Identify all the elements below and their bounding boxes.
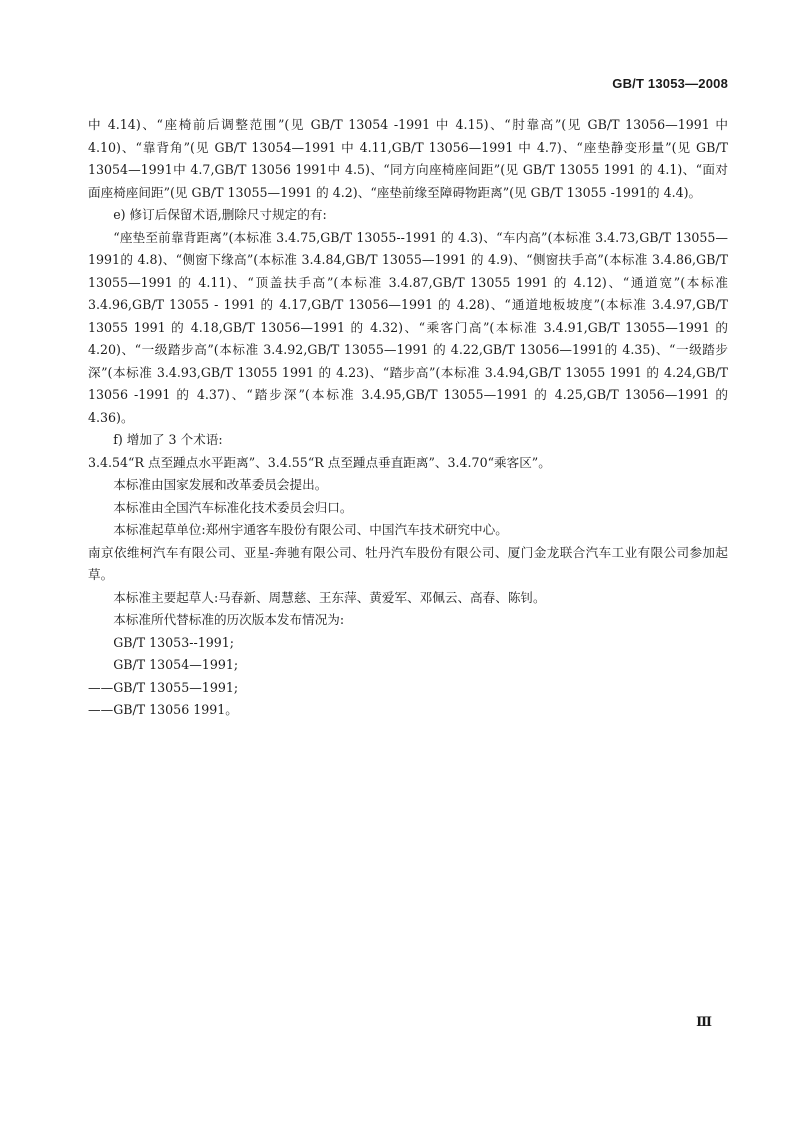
paragraph: “座垫至前靠背距离”(本标准 3.4.75,GB/T 13055--1991 的 4.3)、“车内高”(本标准 3.4.73,GB/T 13055—1991的 4.8)、“侧窗下缘高”(本标准 3.4.84,GB/T 13055—1991 的 4.9)、“侧窗扶手高”(本标准 3.4.86,GB/T 13055—1991 的 4.11)、“顶盖扶手高”(本标准 3.4.87,GB/T 13055 1991 的 4.12)、“通道宽”(本标准 3.4.96,GB/T 13055 - 1991 的 4.17,GB/T 13056—1991 的 4.28)、“通道地板坡度”(本标准 3.4.97,GB/T 13055 1991 的 4.18,GB/T 13056—1991 的 4.32)、“乘客门高”(本标准 3.4.91,GB/T 13055—1991 的 4.20)、“一级踏步高”(本标准 3.4.92,GB/T 13055—1991 的 4.22,GB/T 13056—1991的 4.35)、“一级踏步深”(本标准 3.4.93,GB/T 13055 1991 的 4.23)、“踏步高”(本标准 3.4.94,GB/T 13055 1991 的 4.24,GB/T 13056 -1991 的 4.37)、“踏步深”(本标准 3.4.95,GB/T 13055—1991 的 4.25,GB/T 13056—1991 的 4.36)。: [88, 229, 728, 425]
paragraph: 本标准由国家发展和改革委员会提出。: [113, 477, 328, 492]
document-body: [88, 114, 728, 722]
page-number: Ⅲ: [696, 1014, 712, 1029]
paragraph: 本标准由全国汽车标准化技术委员会归口。: [113, 499, 353, 515]
paragraph: 本标准起草单位:郑州宇通客车股份有限公司、中国汽车技术研究中心。: [113, 522, 508, 537]
paragraph: f) 增加了 3 个术语:: [113, 432, 223, 447]
paragraph: 本标准所代替标准的历次版本发布情况为:: [113, 612, 345, 627]
paragraph: GB/T 13053--1991;: [113, 634, 235, 650]
paragraph: 中 4.14)、“座椅前后调整范围”(见 GB/T 13054 -1991 中 4.15)、“肘靠高”(见 GB/T 13056—1991 中 4.10)、“靠背角”(见 GB/T 13054—1991 中 4.11,GB/T 13056—1991 中 4.7)、“座垫静变形量”(见 GB/T 13054—1991中 4.7,GB/T 13056 1991中 4.5)、“同方向座椅座间距”(见 GB/T 13055 1991 的 4.1)、“面对面座椅座间距”(见 GB/T 13055—1991 的 4.2)、“座垫前缘至障碍物距离”(见 GB/T 13055 -1991的 4.4)。: [88, 117, 728, 200]
standard-number-header: GB/T 13053—2008: [612, 76, 728, 91]
paragraph: 3.4.54“R 点至踵点水平距离”、3.4.55“R 点至踵点垂直距离”、3.4.70“乘客区”。: [88, 454, 551, 470]
paragraph: GB/T 13054—1991;: [113, 657, 239, 672]
paragraph: 南京依维柯汽车有限公司、亚星-奔驰有限公司、牡丹汽车股份有限公司、厦门金龙联合汽车工业有限公司参加起草。: [88, 544, 728, 582]
paragraph: ——GB/T 13056 1991。: [88, 702, 238, 717]
paragraph: ——GB/T 13055—1991;: [88, 679, 239, 695]
paragraph: 本标准主要起草人:马春新、周慧慈、王东萍、黄爱军、邓佩云、高春、陈钊。: [113, 589, 546, 605]
paragraph: e) 修订后保留术语,删除尺寸规定的有:: [113, 207, 327, 222]
